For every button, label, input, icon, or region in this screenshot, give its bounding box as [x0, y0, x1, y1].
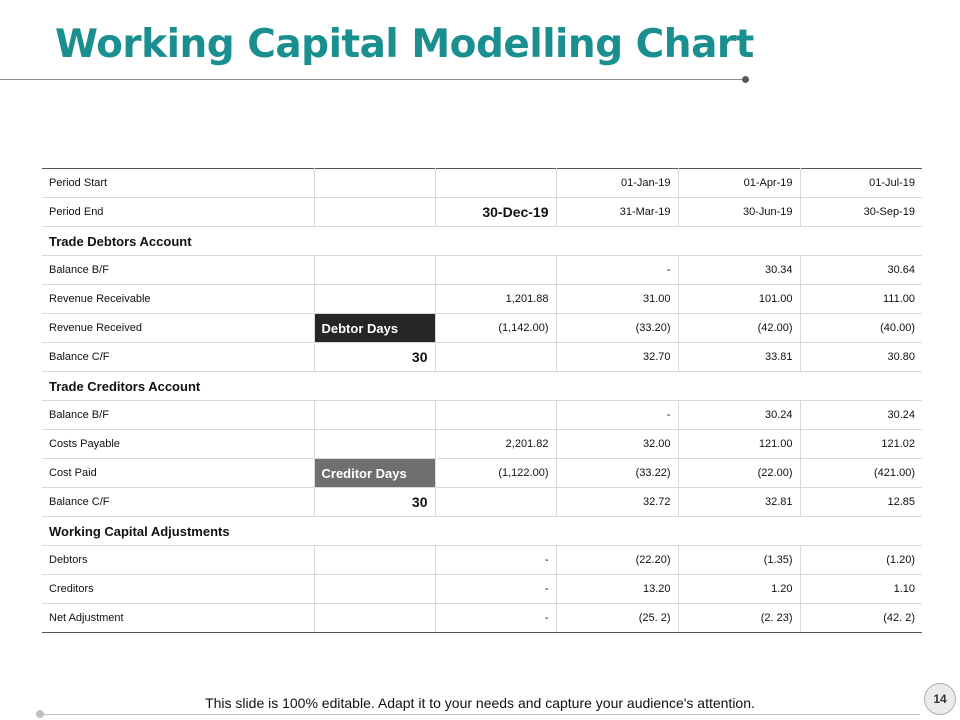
cell-value: - [556, 401, 678, 430]
table-row [42, 198, 922, 227]
cell-total: - [435, 575, 556, 604]
page-number-badge: 14 [924, 683, 956, 715]
table-row [42, 314, 922, 343]
cell-value: (22.00) [678, 459, 800, 488]
cell-value: 111.00 [800, 285, 922, 314]
section-heading-creditors: Trade Creditors Account [42, 372, 922, 401]
cell-value: 30-Sep-19 [800, 198, 922, 227]
cell-value: (40.00) [800, 314, 922, 343]
cell-value: 30-Jun-19 [678, 198, 800, 227]
cell-value: 32.00 [556, 430, 678, 459]
cell-value: 31.00 [556, 285, 678, 314]
cell-value: 121.02 [800, 430, 922, 459]
row-label: Balance B/F [42, 256, 314, 285]
row-label: Net Adjustment [42, 604, 314, 633]
table-row [42, 430, 922, 459]
cell-value: 32.81 [678, 488, 800, 517]
cell-value: 13.20 [556, 575, 678, 604]
cell-value: 30.64 [800, 256, 922, 285]
table-row [42, 285, 922, 314]
cell-value: (2. 23) [678, 604, 800, 633]
cell-value: 30.80 [800, 343, 922, 372]
cell-value: 01-Jul-19 [800, 169, 922, 198]
table-row [42, 575, 922, 604]
row-label: Revenue Received [42, 314, 314, 343]
footer-rule-dot [36, 710, 44, 718]
cell-total: 2,201.82 [435, 430, 556, 459]
cell-value: 01-Apr-19 [678, 169, 800, 198]
cell-value: 30.34 [678, 256, 800, 285]
cell-value: 32.70 [556, 343, 678, 372]
cell-value: (42.00) [678, 314, 800, 343]
table-row [42, 546, 922, 575]
page-title: Working Capital Modelling Chart [55, 22, 754, 67]
row-label: Cost Paid [42, 459, 314, 488]
row-label: Creditors [42, 575, 314, 604]
section-row [42, 372, 922, 401]
working-capital-table [42, 168, 922, 633]
section-heading-debtors: Trade Debtors Account [42, 227, 922, 256]
cell-value: (22.20) [556, 546, 678, 575]
row-label: Balance C/F [42, 343, 314, 372]
cell-value: (33.20) [556, 314, 678, 343]
section-heading-adjustments: Working Capital Adjustments [42, 517, 922, 546]
cell-total: - [435, 604, 556, 633]
creditor-days-label: Creditor Days [314, 459, 435, 488]
cell-value: 32.72 [556, 488, 678, 517]
row-label: Period End [42, 198, 314, 227]
cell-total: (1,122.00) [435, 459, 556, 488]
cell-value: 12.85 [800, 488, 922, 517]
cell-total: - [435, 546, 556, 575]
cell-value: (1.20) [800, 546, 922, 575]
cell-value: 33.81 [678, 343, 800, 372]
cell-total: (1,142.00) [435, 314, 556, 343]
table-row [42, 169, 922, 198]
row-label: Debtors [42, 546, 314, 575]
debtor-days-label: Debtor Days [314, 314, 435, 343]
cell-value: 121.00 [678, 430, 800, 459]
section-row [42, 517, 922, 546]
period-end-date: 30-Dec-19 [435, 198, 556, 227]
title-underline [0, 79, 746, 80]
cell-value: (421.00) [800, 459, 922, 488]
table-row [42, 488, 922, 517]
cell-value: 30.24 [800, 401, 922, 430]
cell-value: (42. 2) [800, 604, 922, 633]
cell-value: 1.10 [800, 575, 922, 604]
footer-rule [40, 714, 920, 715]
cell-value: - [556, 256, 678, 285]
cell-value: (33.22) [556, 459, 678, 488]
cell-value: (25. 2) [556, 604, 678, 633]
row-label: Balance C/F [42, 488, 314, 517]
creditor-days-value: 30 [314, 488, 435, 517]
table-row [42, 604, 922, 633]
table-row [42, 401, 922, 430]
cell-value: 101.00 [678, 285, 800, 314]
title-underline-dot [742, 76, 749, 83]
table-row [42, 256, 922, 285]
debtor-days-value: 30 [314, 343, 435, 372]
cell-value: 31-Mar-19 [556, 198, 678, 227]
row-label: Revenue Receivable [42, 285, 314, 314]
cell-value: 1.20 [678, 575, 800, 604]
footer-text: This slide is 100% editable. Adapt it to your needs and capture your audience's attention. [205, 695, 755, 711]
table-row [42, 459, 922, 488]
cell-total: 1,201.88 [435, 285, 556, 314]
cell-value: 30.24 [678, 401, 800, 430]
table-row [42, 343, 922, 372]
row-label: Balance B/F [42, 401, 314, 430]
cell-value: (1.35) [678, 546, 800, 575]
section-row [42, 227, 922, 256]
row-label: Costs Payable [42, 430, 314, 459]
row-label: Period Start [42, 169, 314, 198]
cell-value: 01-Jan-19 [556, 169, 678, 198]
